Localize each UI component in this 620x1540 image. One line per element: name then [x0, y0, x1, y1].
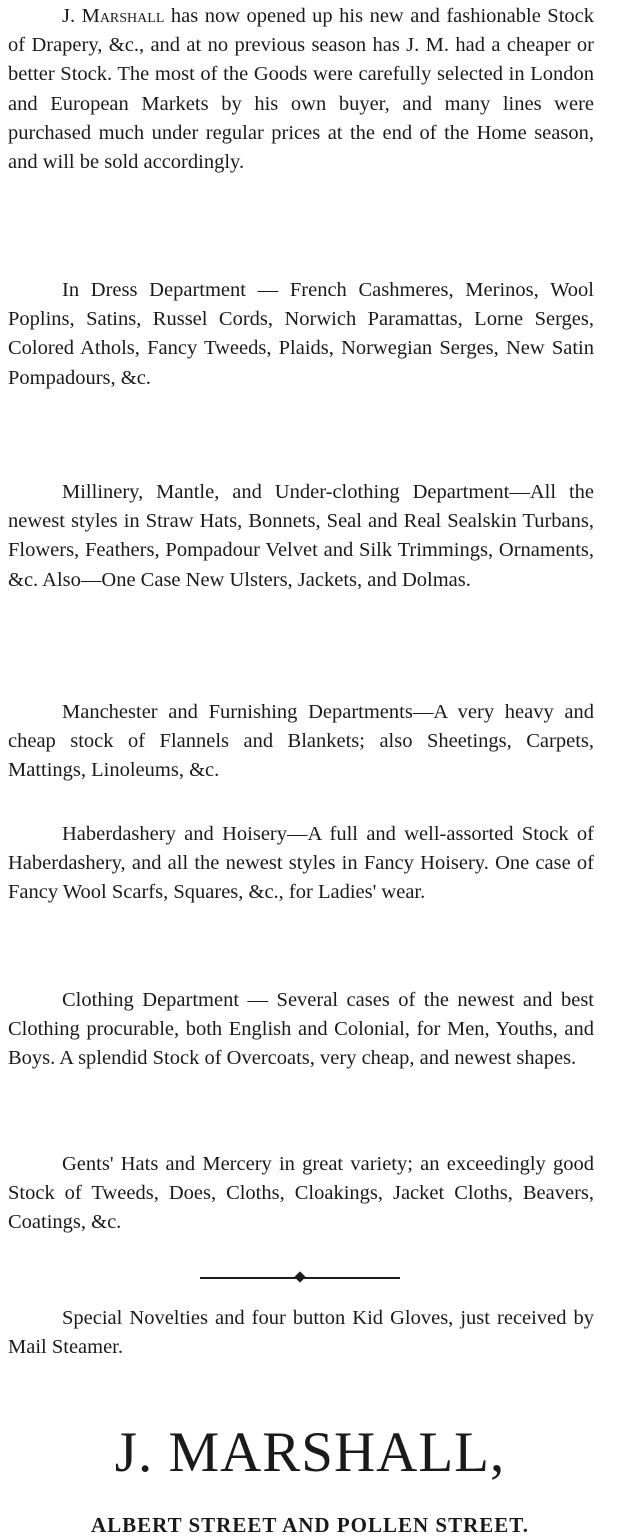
store-address: ALBERT STREET AND POLLEN STREET. [91, 1513, 529, 1537]
gents-hats-mercery-paragraph: Gents' Hats and Mercery in great variety; an exceedingly good Stock of Tweeds, Does, Cloths, Cloakings, Jacket Cloths, Beavers, Coatings, &c. [8, 1153, 594, 1234]
clothing-department-paragraph: Clothing Department — Several cases of the newest and best Clothing procurable, both English and Colonial, for Men, Youths, and Boys. A splendid Stock of Overcoats, very cheap, and newest shapes. [8, 989, 594, 1070]
diamond-ornament-icon [294, 1271, 305, 1282]
merchant-signature: J. MARSHALL, [114, 1421, 506, 1484]
intro-paragraph [8, 2, 594, 177]
dress-department-paragraph: In Dress Department — French Cashmeres, Merinos, Wool Poplins, Satins, Russel Cords, Norwich Paramattas, Lorne Serges, Colored Athols, Fancy Tweeds, Plaids, Norwegian Serges, New Satin Pompadours, &c. [8, 279, 594, 389]
millinery-department-paragraph: Millinery, Mantle, and Under-clothing Department—All the newest styles in Straw Hats, Bonnets, Seal and Real Sealskin Turbans, Flowers, Feathers, Pompadour Velvet and Silk Trimmings, Ornaments, &c. Also—One Case New Ulsters, Jackets, and Dolmas. [8, 481, 594, 591]
haberdashery-hoisery-paragraph: Haberdashery and Hoisery—A full and well-assorted Stock of Haberdashery, and all the newest styles in Fancy Hoisery. One case of Fancy Wool Scarfs, Squares, &c., for Ladies' wear. [8, 823, 594, 904]
manchester-furnishing-paragraph: Manchester and Furnishing Departments—A very heavy and cheap stock of Flannels and Blankets; also Sheetings, Carpets, Mattings, Linoleums, &c. [8, 701, 594, 782]
merchant-name: J. Marshall [62, 5, 165, 27]
intro-text: has now opened up his new and fashionable Stock of Drapery, &c., and at no previous season has J. M. had a cheaper or better Stock. The most of the Goods were carefully selected in London and European Markets by his own buyer, and many lines were purchased much under regular prices at the end of the Home season, and will be sold accordingly. [8, 5, 594, 174]
novelties-paragraph: Special Novelties and four button Kid Gloves, just received by Mail Steamer. [8, 1307, 594, 1359]
ornamental-divider [200, 1273, 400, 1283]
